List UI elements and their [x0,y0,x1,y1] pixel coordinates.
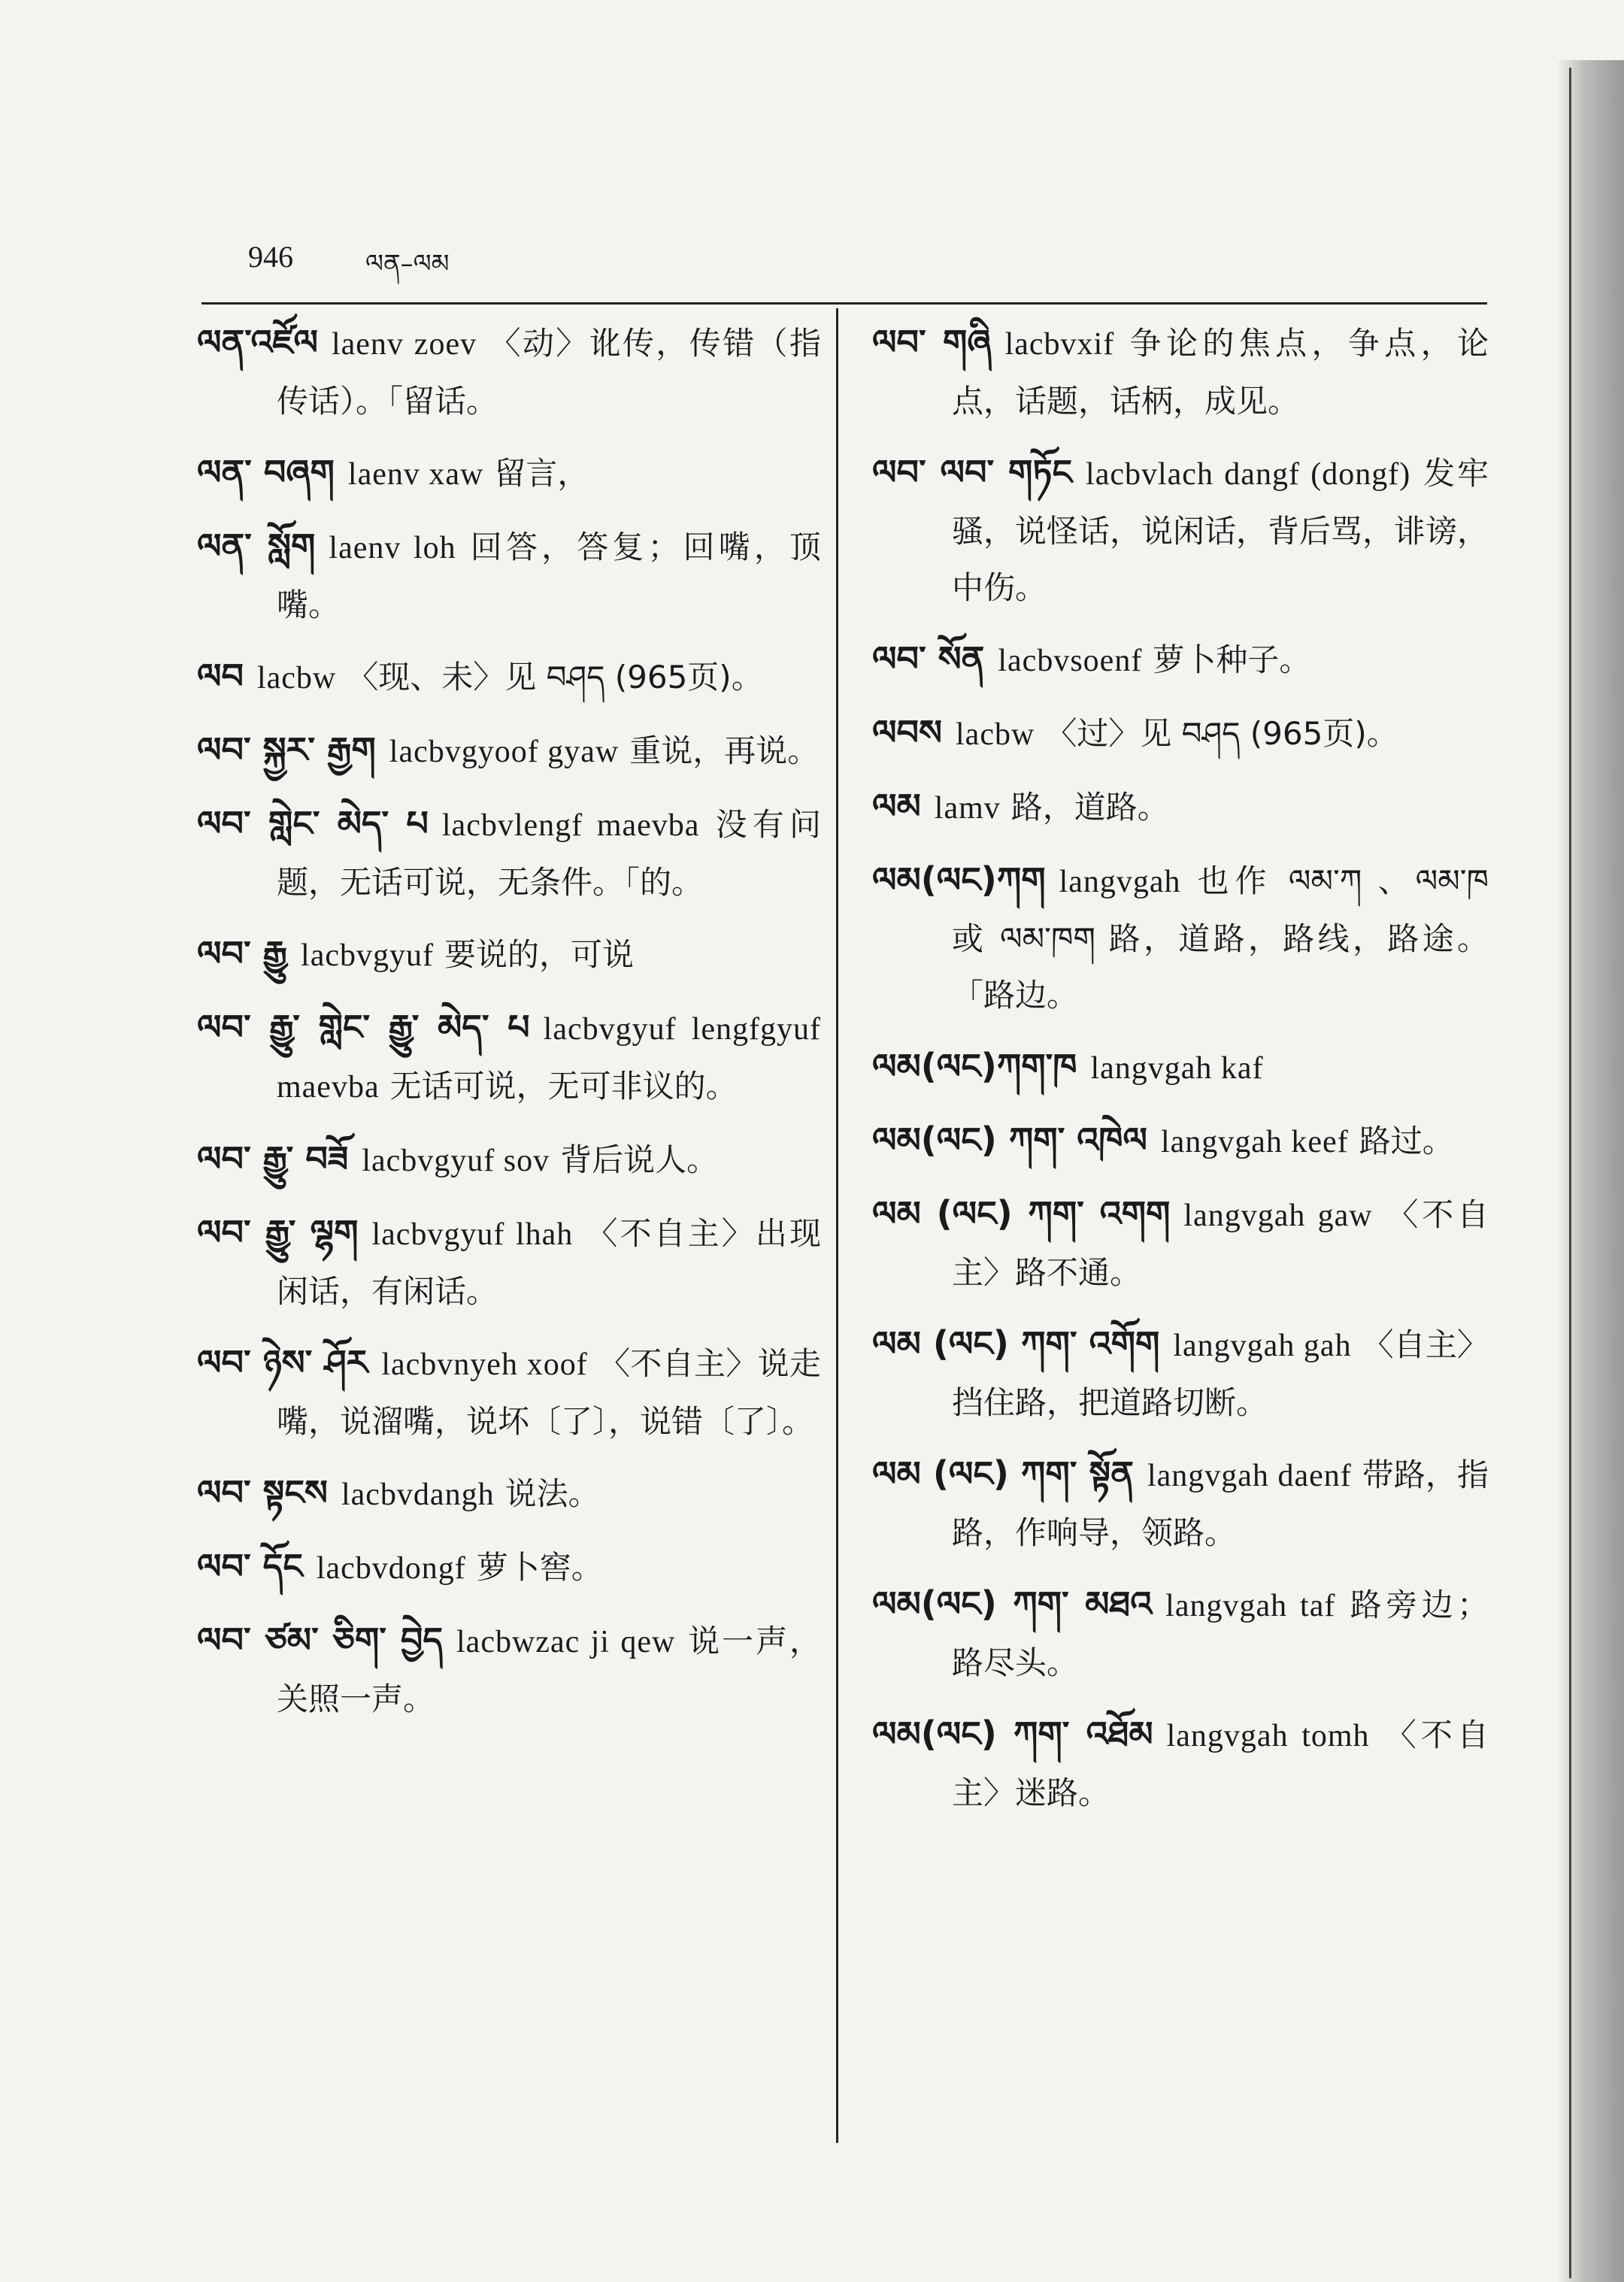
entry-definition: 〈过〉见 བཤད (965页)。 [1045,715,1398,752]
entry-definition: 无话可说，无可非议的。 [389,1068,738,1105]
entry-headword: ལབ་ གཞི [872,322,992,362]
dictionary-entry [872,1706,1489,1821]
entry-definition: 〈不自主〉路不通。 [952,1196,1489,1291]
dictionary-entry [197,1465,821,1523]
entry-definition: 萝卜窖。 [476,1549,603,1586]
entry-romanization: langvgah kaf [1090,1051,1264,1086]
entry-definition: 〈不自主〉说走嘴，说溜嘴，说坏〔了〕，说错〔了〕。 [277,1345,821,1440]
entry-headword: ལམ(ལང)ཀག་ཁ [872,1046,1077,1086]
entry-romanization: langvgah gah [1173,1329,1352,1363]
page-number: 946 [248,240,293,274]
entry-headword: ལམ [872,786,921,826]
entry-definition: 要说的，可说 [444,936,634,973]
dictionary-entry [197,722,821,780]
entry-definition: 〈现、未〉见 བཤད (965页)。 [347,659,763,696]
entry-romanization: laenv xaw [347,457,484,492]
dictionary-entry [197,1131,821,1189]
entry-definition: 留言， [494,455,589,492]
dictionary-entry [872,314,1489,429]
entry-romanization: lacbwzac ji qew [456,1625,676,1659]
entry-definition: 没有问题，无话可说，无条件。「的。 [277,806,821,901]
entry-headword: ལབ་ རྒྱུ་ བཟོ [197,1138,349,1179]
entry-definition: 重说，再说。 [629,732,820,769]
entry-headword: ལབ་ སོན [872,638,985,679]
entry-definition: 发牢骚，说怪话，说闲话，背后骂，诽谤，中伤。 [952,455,1489,606]
entry-definition: 回答，答复；回嘴，顶嘴。 [277,529,821,623]
entry-romanization: lacbvgyuf lhah [371,1217,574,1252]
dictionary-entry [872,444,1489,616]
entry-headword: ལན་འཛོལ [197,322,318,362]
entry-romanization: lamv [934,791,1001,826]
entry-romanization: lacbw [256,661,337,696]
dictionary-entry [872,705,1489,763]
entry-headword: ལབ་ ལབ་ གཏོང [872,452,1073,492]
entry-definition: 路过。 [1359,1123,1454,1159]
entry-headword: ལམ (ལང) ཀག་ འགོག [872,1323,1160,1364]
entry-definition: 〈不自主〉迷路。 [952,1717,1489,1811]
entry-headword: ལན་ བཞག [197,452,335,492]
dictionary-entry [197,1612,821,1727]
dictionary-entry [197,314,821,429]
dictionary-entry [872,1446,1489,1561]
dictionary-entry [872,852,1489,1023]
entry-headword: ལབས [872,712,943,753]
dictionary-entry [872,631,1489,689]
dictionary-entry [872,1186,1489,1301]
entry-definition: 萝卜种子。 [1153,641,1311,678]
entry-headword: ལབ་ གླེང་ མེད་ པ [197,803,429,844]
page-edge-shadow [1556,60,1624,2282]
entry-headword: ལབ [197,656,244,696]
dictionary-entry [197,999,821,1116]
entry-romanization: lacbvnyeh xoof [381,1347,588,1382]
entry-romanization: langvgah tomh [1166,1719,1370,1753]
entry-headword: ལབ་ ཉེས་ ཤོར [197,1342,368,1383]
entry-headword: ལམ(ལང)ཀག [872,859,1046,900]
entry-romanization: lacbvlach dangf (dongf) [1086,457,1411,492]
entry-headword: ལམ (ལང) ཀག་ འགག [872,1193,1171,1234]
entry-definition: 〈不自主〉出现闲话，有闲话。 [277,1215,821,1310]
dictionary-entry [197,1205,821,1320]
entry-romanization: langvgah keef [1160,1125,1349,1159]
entry-definition: 路旁边；路尽头。 [952,1586,1489,1681]
entry-romanization: lacbw [956,717,1035,752]
dictionary-entry [872,1038,1489,1097]
entry-definition: 说法。 [504,1475,600,1512]
entry-romanization: lacbvgyuf [301,938,434,973]
entry-headword: ལམ(ལང) ཀག་ མཐའ [872,1583,1153,1624]
entry-headword: ལབ་ ཙམ་ ཅིག་ བྱེད [197,1620,444,1660]
entry-headword: ལབ་ སྐྱར་ རྒྱག [197,729,376,770]
entry-romanization: lacbvsoenf [998,644,1143,678]
entry-headword: ལབ་ རྒྱུ་ གླེང་ རྒྱུ་ མེད་ པ [197,1007,530,1047]
entry-romanization: laenv loh [329,531,456,565]
entry-headword: ལམ (ལང) ཀག་ སྟོན [872,1453,1134,1494]
entry-definition: 〈自主〉挡住路，把道路切断。 [952,1326,1489,1421]
entry-romanization: langvgah daenf [1147,1459,1352,1493]
entry-definition: 〈动〉讹传，传错（指传话）。「留话。 [277,325,821,420]
entry-definition: 路，道路。 [1010,789,1169,826]
entry-headword: ལབ་ རྒྱུ་ ལྷག [197,1212,359,1253]
dictionary-entry [197,444,821,503]
entry-headword: ལམ(ལང) ཀག་ འཐོམ [872,1714,1153,1754]
entry-romanization: lacbvgyoof gyaw [389,735,620,769]
entry-romanization: laenv zoev [331,327,477,362]
right-column [872,314,1489,1836]
entry-definition: 也作 ལམ་ཀ 、ལམ་ཁ 或 ལམ་ཁག 路，道路，路线，路途。「路边。 [952,862,1489,1014]
entry-romanization: lacbvdongf [316,1551,466,1586]
entry-romanization: langvgah [1059,865,1181,899]
entry-romanization: lacbvgyuf sov [362,1144,550,1178]
column-divider [836,308,838,2143]
dictionary-entry [872,778,1489,837]
entry-headword: ལན་ སློག [197,526,316,566]
entry-definition: 带路，指路，作响导，领路。 [952,1456,1489,1551]
entry-romanization: langvgah gaw [1183,1199,1373,1233]
dictionary-entry [197,518,821,633]
entry-headword: ལབ་ རྒྱུ [197,933,288,974]
entry-definition: 争论的焦点，争点，论点，话题，话柄，成见。 [952,325,1489,420]
entry-headword: ལབ་ སྟངས [197,1472,328,1513]
entry-romanization: lacbvlengf maevba [441,808,700,843]
page-edge-line [1569,68,1571,2278]
left-column [197,314,821,1742]
dictionary-entry [197,648,821,707]
dictionary-entry [872,1576,1489,1691]
entry-romanization: langvgah taf [1165,1589,1336,1623]
dictionary-entry [872,1112,1489,1171]
dictionary-entry [197,926,821,984]
dictionary-entry [872,1316,1489,1431]
header-rule [201,302,1487,305]
entry-headword: ལམ(ལང) ཀག་ འཁེལ [872,1120,1147,1160]
entry-romanization: lacbvgyuf lengfgyuf maevba [277,1012,821,1105]
running-head: ལན–ལམ [365,249,450,279]
entry-definition: 背后说人。 [560,1141,719,1178]
dictionary-entry [197,796,821,911]
entry-romanization: lacbvxif [1004,327,1115,362]
entry-definition: 说一声，关照一声。 [277,1623,821,1717]
entry-romanization: lacbvdangh [341,1477,495,1512]
dictionary-entry [197,1335,821,1450]
dictionary-entry [197,1538,821,1597]
entry-headword: ལབ་ དོང [197,1546,303,1586]
